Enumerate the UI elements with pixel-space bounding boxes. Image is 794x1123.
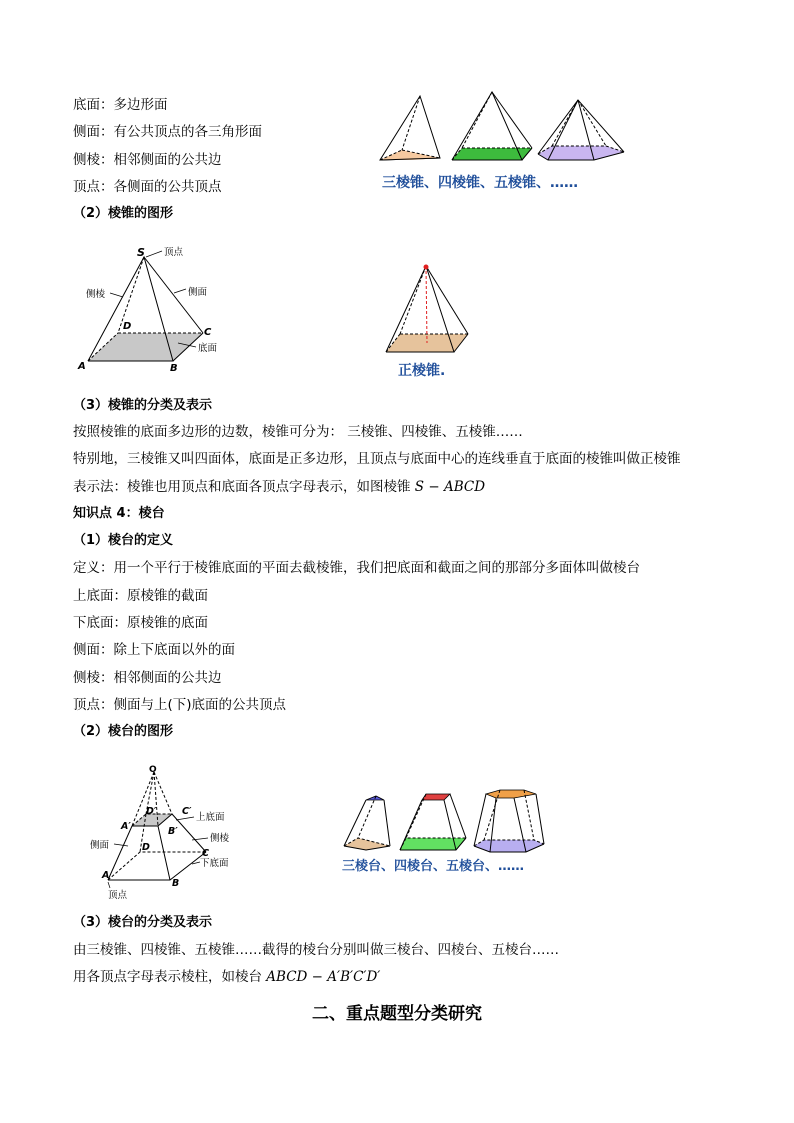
frustum-kinds-figure [340, 784, 560, 874]
frustum-edge-def: 侧棱：相邻侧面的公共边 [73, 670, 222, 686]
frustum-label-o: O [149, 765, 157, 775]
frustum-top-def: 上底面：原棱锥的截面 [73, 588, 208, 604]
regular-pyramid-figure [380, 262, 490, 382]
pyramid-notation-text [73, 478, 485, 496]
frustum-label-d: D [142, 842, 150, 853]
pyramid-apex-def: 顶点：各侧面的公共顶点 [73, 179, 222, 195]
frustum-label-c1: C′ [182, 806, 192, 817]
frustum-vertex-def: 顶点：侧面与上(下)底面的公共顶点 [73, 697, 287, 713]
pyramid-notation-prefix: 表示法：棱锥也用顶点和底面各顶点字母表示，如图棱锥 [73, 479, 411, 495]
frustum-classification-text: 由三棱锥、四棱锥、五棱锥……截得的棱台分别叫做三棱台、四棱台、五棱台…… [73, 942, 559, 958]
pyramid-label-a: A [78, 361, 86, 372]
frustum-label-face: 侧面 [90, 840, 110, 851]
pyramid-figure-title: （2）棱锥的图形 [73, 206, 174, 221]
pyramid-classification-text: 按照棱锥的底面多边形的边数，棱锥可分为： 三棱锥、四棱锥、五棱锥…… [73, 424, 523, 440]
pyramid-edge-def: 侧棱：相邻侧面的公共边 [73, 152, 222, 168]
pyramid-classification-title: （3）棱锥的分类及表示 [73, 398, 213, 413]
knowledge-point-4-title: 知识点 4：棱台 [73, 506, 165, 521]
frustum-label-b1: B′ [168, 826, 178, 837]
pyramid-face-def: 侧面：有公共顶点的各三角形面 [73, 124, 262, 140]
frustum-label-top: 上底面 [196, 812, 225, 823]
regular-pyramid-caption: 正棱锥. [398, 363, 446, 379]
pyramid-kinds-caption: 三棱锥、四棱锥、五棱锥、…… [382, 175, 578, 191]
frustum-definition-text: 定义：用一个平行于棱锥底面的平面去截棱锥，我们把底面和截面之间的那部分多面体叫做棱台 [73, 560, 640, 576]
frustum-label-a1: A′ [121, 821, 131, 832]
pyramid-label-c: C [204, 327, 212, 338]
regular-pyramid-text: 特别地，三棱锥又叫四面体，底面是正多边形，且顶点与底面中心的连线垂直于底面的棱锥叫做正棱锥 [73, 451, 681, 467]
pyramid-label-base: 底面 [198, 343, 218, 354]
pyramid-notation-math: S − ABCD [414, 479, 486, 495]
frustum-label-c: C [202, 848, 209, 859]
frustum-notation-math: ABCD − A′B′C′D′ [266, 969, 381, 985]
pyramid-base-def: 底面：多边形面 [73, 97, 168, 113]
frustum-classification-title: （3）棱台的分类及表示 [73, 915, 213, 930]
pyramid-label-s: S [137, 246, 145, 259]
pyramid-label-b: B [170, 363, 178, 374]
frustum-kinds-caption: 三棱台、四棱台、五棱台、…… [342, 859, 525, 874]
frustum-label-d1: D′ [146, 806, 157, 817]
frustum-label-a: A [102, 870, 110, 881]
pyramid-sabcd-figure [78, 243, 248, 373]
frustum-label-bottom: 下底面 [200, 858, 229, 869]
frustum-notation-text [73, 968, 380, 986]
section-heading: 二、重点题型分类研究 [312, 1004, 482, 1024]
pyramid-label-d: D [123, 321, 132, 332]
pyramid-kinds-figure [372, 88, 632, 198]
frustum-label-b: B [172, 878, 180, 889]
frustum-label-vertex: 顶点 [108, 890, 128, 901]
frustum-labeled-figure [88, 762, 268, 902]
frustum-definition-title: （1）棱台的定义 [73, 533, 174, 548]
pyramid-label-edge: 侧棱 [86, 289, 106, 300]
frustum-figure-title: （2）棱台的图形 [73, 724, 174, 739]
pyramid-label-apex: 顶点 [164, 247, 184, 258]
frustum-face-def: 侧面：除上下底面以外的面 [73, 642, 235, 658]
pyramid-label-face: 侧面 [188, 287, 208, 298]
frustum-notation-prefix: 用各顶点字母表示棱柱，如棱台 [73, 969, 262, 985]
frustum-bottom-def: 下底面：原棱锥的底面 [73, 615, 208, 631]
frustum-label-edge: 侧棱 [210, 833, 230, 844]
